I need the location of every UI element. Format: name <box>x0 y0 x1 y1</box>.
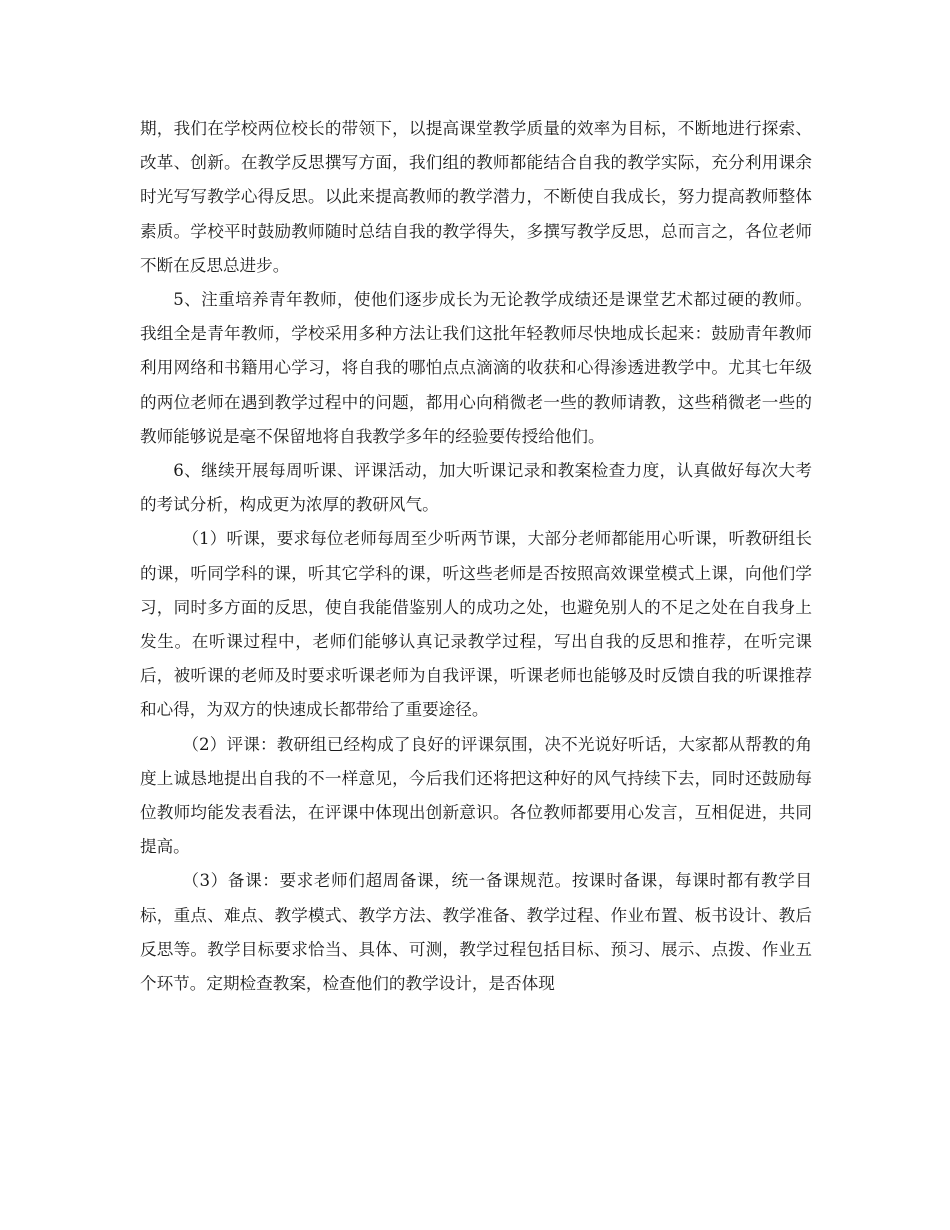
paragraph-sub-2-evaluation: （2）评课：教研组已经构成了良好的评课氛围，决不光说好听话，大家都从帮教的角度上诚恳地提出自我的不一样意见，今后我们还将把这种好的风气持续下去，同时还鼓励每位教师均能发表看法，在评课中体现出创新意识。各位教师都要用心发言，互相促进，共同提高。 <box>140 734 812 857</box>
paragraph-continuation: 期，我们在学校两位校长的带领下，以提高课堂教学质量的效率为目标，不断地进行探索、改革、创新。在教学反思撰写方面，我们组的教师都能结合自我的教学实际，充分利用课余时光写写教学心得反思。以此来提高教师的教学潜力，不断使自我成长，努力提高教师整体素质。学校平时鼓励教师随时总结自我的教学得失，多撰写教学反思，总而言之，各位老师不断在反思总进步。 <box>140 119 812 275</box>
document-body <box>140 112 812 1001</box>
paragraph-item-5: 5、注重培养青年教师，使他们逐步成长为无论教学成绩还是课堂艺术都过硬的教师。我组全是青年教师，学校采用多种方法让我们这批年轻教师尽快地成长起来：鼓励青年教师利用网络和书籍用心学习，将自我的哪怕点点滴滴的收获和心得渗透进教学中。尤其七年级的两位老师在遇到教学过程中的问题，都用心向稍微老一些的教师请教，这些稍微老一些的教师能够说是毫不保留地将自我教学多年的经验要传授给他们。 <box>140 290 812 446</box>
paragraph-item-6: 6、继续开展每周听课、评课活动，加大听课记录和教案检查力度，认真做好每次大考的考试分析，构成更为浓厚的教研风气。 <box>140 461 812 515</box>
paragraph-sub-3-preparation: （3）备课：要求老师们超周备课，统一备课规范。按课时备课，每课时都有教学目标，重点、难点、教学模式、教学方法、教学准备、教学过程、作业布置、板书设计、教后反思等。教学目标要求恰当、具体、可测，教学过程包括目标、预习、展示、点拨、作业五个环节。定期检查教案，检查他们的教学设计，是否体现 <box>140 871 812 994</box>
paragraph-sub-1-listening: （1）听课，要求每位老师每周至少听两节课，大部分老师都能用心听课，听教研组长的课，听同学科的课，听其它学科的课，听这些老师是否按照高效课堂模式上课，向他们学习，同时多方面的反思，使自我能借鉴别人的成功之处，也避免别人的不足之处在自我身上发生。在听课过程中，老师们能够认真记录教学过程，写出自我的反思和推荐，在听完课后，被听课的老师及时要求听课老师为自我评课，听课老师也能够及时反馈自我的听课推荐和心得，为双方的快速成长都带给了重要途径。 <box>140 529 812 720</box>
